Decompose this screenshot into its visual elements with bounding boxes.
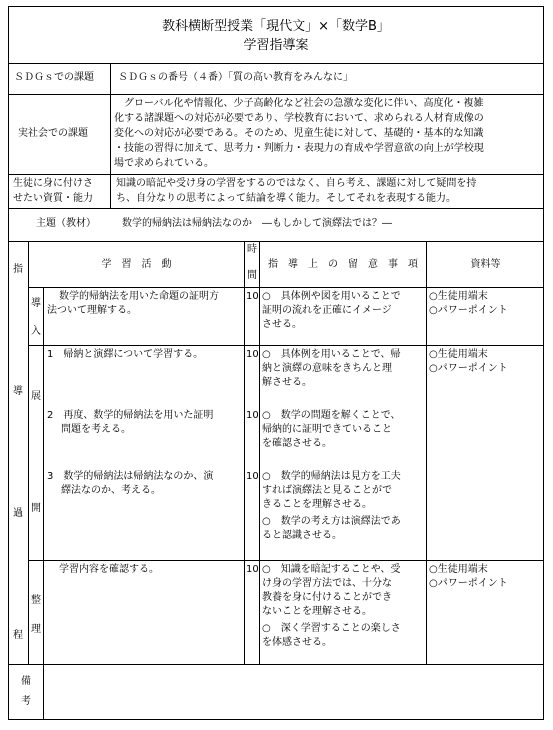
stage-char: 整 xyxy=(31,595,41,606)
dev-note: すれば演繹法と見ることがで xyxy=(262,485,392,496)
rule xyxy=(28,560,544,561)
time-header-char: 間 xyxy=(247,270,257,281)
col-divider xyxy=(244,241,245,664)
summary-note: ないことを理解させる。 xyxy=(262,606,372,617)
dev-note: ○ 具体例を用いることで、帰 xyxy=(262,349,401,360)
summary-time: 10 xyxy=(246,564,259,575)
intro-activity: 法ついて理解する。 xyxy=(47,305,137,316)
abilities-label: せたい資質・能力 xyxy=(13,193,93,204)
dev-note: を確認させる。 xyxy=(262,438,332,449)
stage-char: 導 xyxy=(31,298,41,309)
intro-material: ○生徒用端末 xyxy=(429,291,488,302)
dev-material: ○生徒用端末 xyxy=(429,349,488,360)
col-divider xyxy=(43,664,44,720)
theme-value: 数学的帰納法は帰納法なのか ―もしかして演繹法では？― xyxy=(122,218,392,229)
real-society-line: ・技能の習得に加えて、思考力・判断力・表現力の育成や学習意欲の向上が学校現 xyxy=(114,143,484,154)
dev-time: 10 xyxy=(246,410,259,421)
process-char: 過 xyxy=(13,508,23,519)
materials-header: 資料等 xyxy=(470,259,501,270)
dev-activity: 問題を考える。 xyxy=(61,424,131,435)
summary-note: を体感させる。 xyxy=(262,637,332,648)
rule xyxy=(8,63,544,64)
dev-note: 納と演繹の意味をきちんと理 xyxy=(262,363,392,374)
dev-note: きることを理解させる。 xyxy=(262,499,372,510)
dev-material: ○パワーポイント xyxy=(429,363,508,374)
rule xyxy=(28,345,544,346)
summary-material: ○生徒用端末 xyxy=(429,564,488,575)
intro-activity: 数学的帰納法を用いた命題の証明方 xyxy=(59,291,219,302)
rule xyxy=(8,241,544,242)
col-divider xyxy=(426,241,427,664)
rule xyxy=(8,174,544,175)
process-char: 導 xyxy=(13,386,23,397)
intro-material: ○パワーポイント xyxy=(429,305,508,316)
intro-time: 10 xyxy=(246,291,259,302)
rule xyxy=(28,287,544,288)
intro-note: ○ 具体例や図を用いることで xyxy=(262,291,401,302)
dev-activity: 3 数学的帰納法は帰納法なのか、演 xyxy=(47,471,214,482)
stage-char: 開 xyxy=(31,503,41,514)
stage-char: 入 xyxy=(31,326,41,337)
summary-material: ○パワーポイント xyxy=(429,578,508,589)
document-subtitle: 学習指導案 xyxy=(243,38,309,53)
real-society-line: グローバル化や情報化、少子高齢化など社会の急激な変化に伴い、高度化・複雑 xyxy=(114,98,484,109)
real-society-line: 場で求められている。 xyxy=(114,158,214,169)
real-society-line: 化する諸課題への対応が必要であり、学校教育において、求められる人材育成像の xyxy=(114,113,484,124)
sdgs-value: ＳＤＧｓの番号（４番）「質の高い教育をみんなに」 xyxy=(118,72,353,83)
abilities-line: 知識の暗記や受け身の学習をするのではなく、自ら考え、課題に対して疑問を持 xyxy=(116,178,477,189)
col-divider xyxy=(43,287,44,664)
dev-note: ○ 数学的帰納法は見方を工夫 xyxy=(262,471,401,482)
time-header-char: 時 xyxy=(247,244,257,255)
remarks-char: 備 xyxy=(21,676,31,687)
dev-activity: 繹法なのか、考える。 xyxy=(61,485,161,496)
remarks-char: 考 xyxy=(21,696,31,707)
theme-label: 主題（教材） xyxy=(36,218,96,229)
dev-time: 10 xyxy=(246,349,259,360)
dev-note: ○ 数学の問題を解くことで、 xyxy=(262,410,401,421)
label-divider xyxy=(110,63,111,208)
rule xyxy=(8,664,544,665)
sdgs-label: ＳＤＧｓでの課題 xyxy=(14,72,94,83)
dev-activity: 2 再度、数学的帰納法を用いた証明 xyxy=(47,410,214,421)
dev-note: 帰納的に証明できていること xyxy=(262,424,392,435)
summary-note: け身の学習方法では、十分な xyxy=(262,578,392,589)
process-char: 程 xyxy=(13,630,23,641)
dev-note: 解させる。 xyxy=(262,377,312,388)
stage-char: 理 xyxy=(31,624,41,635)
stage-char: 展 xyxy=(31,391,41,402)
abilities-label: 生徒に身に付けさ xyxy=(13,178,93,189)
col-divider xyxy=(259,241,260,664)
intro-note: 証明の流れを正確にイメージ xyxy=(262,305,392,316)
real-society-label: 実社会での課題 xyxy=(18,128,88,139)
summary-note: 教養を身に付けることができ xyxy=(262,592,392,603)
notes-header: 指 導 上 の 留 意 事 項 xyxy=(268,259,418,270)
process-char: 指 xyxy=(13,264,23,275)
summary-activity: 学習内容を確認する。 xyxy=(59,564,159,575)
rule xyxy=(8,94,544,95)
real-society-line: 変化への対応が必要である。そのため、児童生徒に対して、基礎的・基本的な知識 xyxy=(114,128,484,139)
abilities-line: ち、自分なりの思考によって結論を導く能力。そしてそれを表現する能力。 xyxy=(116,193,456,204)
dev-note: ると認識させる。 xyxy=(262,530,342,541)
rule xyxy=(8,208,544,209)
dev-activity: 1 帰納と演繹について学習する。 xyxy=(47,349,204,360)
dev-time: 10 xyxy=(246,471,259,482)
summary-note: ○ 深く学習することの楽しさ xyxy=(262,623,401,634)
document-title: 教科横断型授業「現代文」×「数学B」 xyxy=(162,19,390,34)
summary-note: ○ 知識を暗記することや、受 xyxy=(262,564,401,575)
dev-note: ○ 数学の考え方は演繹法であ xyxy=(262,516,401,527)
activity-header: 学 習 活 動 xyxy=(101,259,172,270)
intro-note: させる。 xyxy=(262,319,302,330)
